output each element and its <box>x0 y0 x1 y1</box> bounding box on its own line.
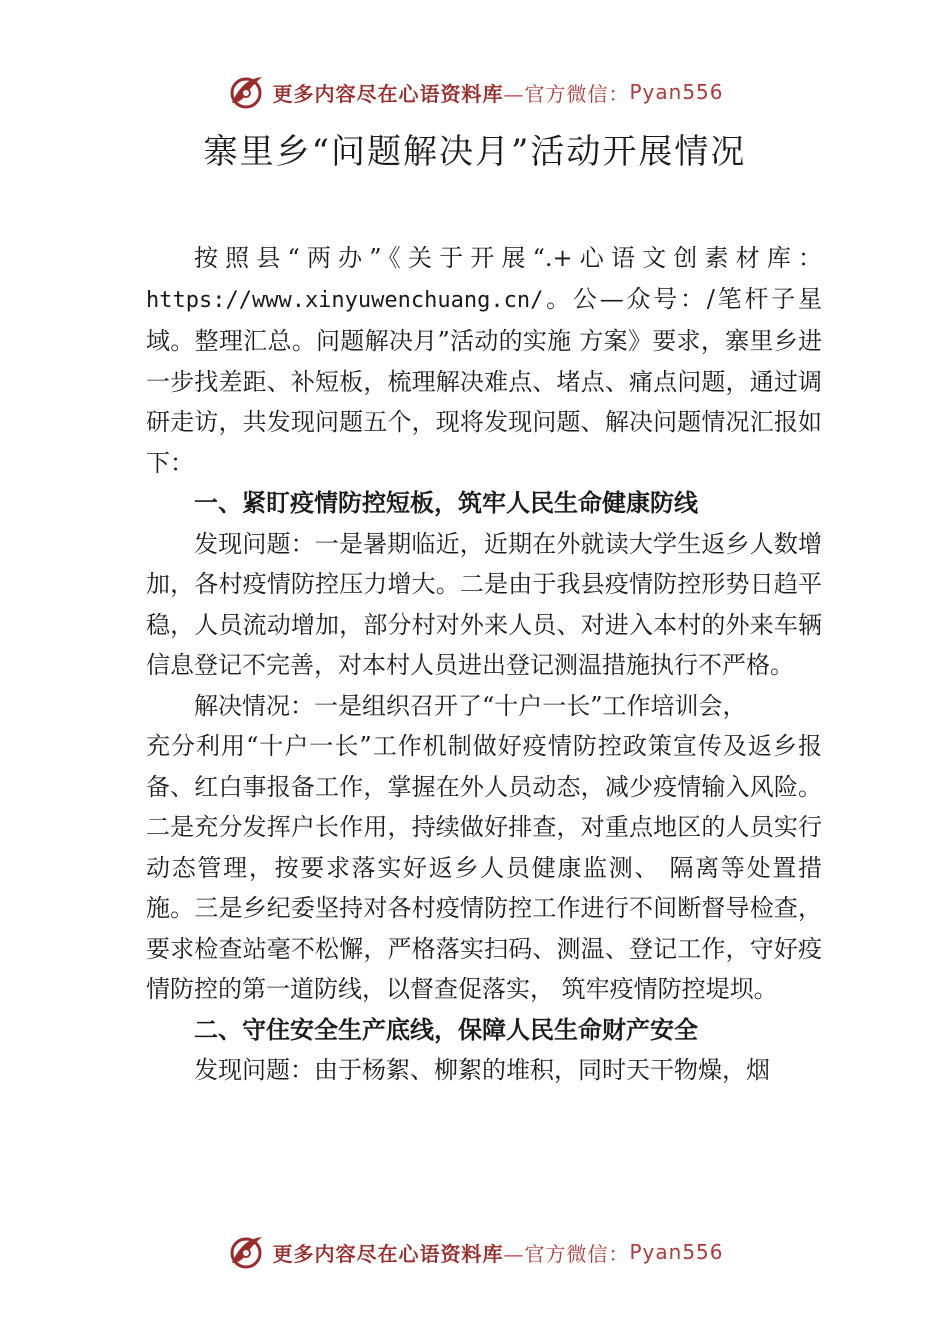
section-1-heading: 一、紧盯疫情防控短板，筑牢人民生命健康防线 <box>194 489 698 517</box>
watermark-id-text: Pyan556 <box>629 80 724 104</box>
watermark-main-text: 更多内容尽在心语资料库 <box>272 1241 504 1266</box>
document-title: 寨里乡“问题解决月”活动开展情况 <box>203 132 747 172</box>
watermark-sub-text: —官方微信： <box>503 1241 630 1266</box>
section-1-solution-line1: 解决情况：一是组织召开了“十户一长”工作培训会， <box>194 691 747 720</box>
watermark-banner-bottom <box>0 1232 950 1272</box>
watermark-banner-top <box>0 72 950 112</box>
section-2-heading: 二、守住安全生产底线，保障人民生命财产安全 <box>194 1015 698 1044</box>
intro-part1: 按照县“两办”《关于开展“.+心语文创素材库： <box>194 244 822 272</box>
watermark-main-text: 更多内容尽在心语资料库 <box>272 81 504 106</box>
intro-part2: 。公—众号：/笔杆子星域。整理汇总。问题解决月”活动的实施 方案》要求，寨里乡进一步找差距、补短板，梳理解决难点、堵点、痛点问题，通过调研走访，共发现问题五个，现将发现问题、解决问题情况汇报如下： <box>146 284 822 477</box>
intro-url: https://www.xinyuwenchuang.cn/ <box>146 287 544 313</box>
watermark-sub-text: —官方微信： <box>503 81 630 106</box>
section-1-problem: 发现问题：一是暑期临近，近期在外就读大学生返乡人数增加，各村疫情防控压力增大。二是由于我县疫情防控形势日趋平稳，人员流动增加，部分村对外来人员、对进入本村的外来车辆信息登记不完善，对本村人员进出登记测温措施执行不严格。 <box>146 529 822 679</box>
section-1-solution-rest: 充分利用“十户一长”工作机制做好疫情防控政策宣传及返乡报备、红白事报备工作，掌握在外人员动态，减少疫情输入风险。二是充分发挥户长作用，持续做好排查，对重点地区的人员实行动态管理，按要求落实好返乡人员健康监测、 隔离等处置措施。三是乡纪委坚持对各村疫情防控工作进行不间断督导检查，要求检查站毫不松懈，严格落实扫码、测温、登记工作，守好疫情防控的第一道防线，以督查促落实， 筑牢疫情防控堤坝。 <box>146 732 822 1003</box>
brush-logo-icon <box>226 1233 266 1271</box>
brush-logo-icon <box>226 73 266 111</box>
intro-paragraph <box>146 238 822 483</box>
section-2-problem: 发现问题：由于杨絮、柳絮的堆积，同时天干物燥，烟 <box>194 1056 770 1084</box>
document-body <box>146 238 822 1091</box>
watermark-id-text: Pyan556 <box>629 1240 724 1264</box>
